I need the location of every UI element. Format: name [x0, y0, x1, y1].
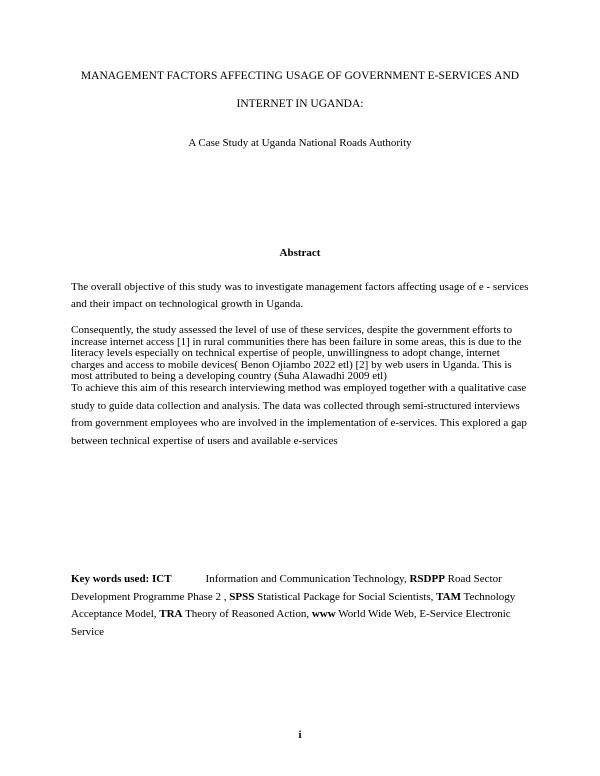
keyword-definition: World Wide Web, E-Service Electronic Service [71, 608, 511, 638]
abstract-heading: Abstract [279, 247, 321, 259]
abstract-paragraph-1: The overall objective of this study was to investigate management factors affecting usage of e - services and their impact on technological growth in Uganda. [71, 281, 529, 310]
keyword-definition: Road Sector Development Programme Phase 2 , [71, 573, 502, 603]
subtitle: A Case Study at Uganda National Roads Authority [188, 137, 412, 149]
abstract-paragraph-2: Consequently, the study assessed the level of use of these services, despite the government efforts to increase internet access [1] in rural communities there has been failure in some areas, this is due to the literacy levels especially on technical expertise of people, unwillingness to adopt change, internet charges and access to mobile devices( Benon Ojiambo 2022 etl) [2] by web users in Uganda. This is most attributed to being a developing country (Suha Alawadhi 2009 etl) [71, 324, 522, 383]
keyword-term: www [311, 608, 336, 620]
keyword-definition: Theory of Reasoned Action, [185, 608, 310, 620]
keyword-term: ICT [151, 573, 172, 585]
keyword-definition: Statistical Package for Social Scientists, [257, 590, 434, 603]
page-number: i [298, 729, 302, 741]
keyword-definition: Information and Communication Technology, [205, 573, 407, 585]
keywords-label: Key words used: [71, 573, 150, 585]
keyword-term: SPSS [229, 590, 255, 603]
title-line-1: MANAGEMENT FACTORS AFFECTING USAGE OF GOVERNMENT E-SERVICES AND [80, 70, 520, 82]
keyword-term: TRA [159, 608, 183, 620]
keyword-term: RSDPP [409, 573, 445, 585]
keyword-term: TAM [436, 590, 461, 603]
abstract-paragraph-3: To achieve this aim of this research interviewing method was employed together with a qualitative case study to guide data collection and analysis. The data was collected through semi-structured interviews from government employees who are involved in the implementation of e-services. This explored a gap between technical expertise of users and available e-services [71, 382, 527, 447]
title-line-2: INTERNET IN UGANDA: [236, 98, 364, 110]
keyword-definition: Technology Acceptance Model, [71, 590, 516, 620]
keywords-block [71, 571, 529, 641]
